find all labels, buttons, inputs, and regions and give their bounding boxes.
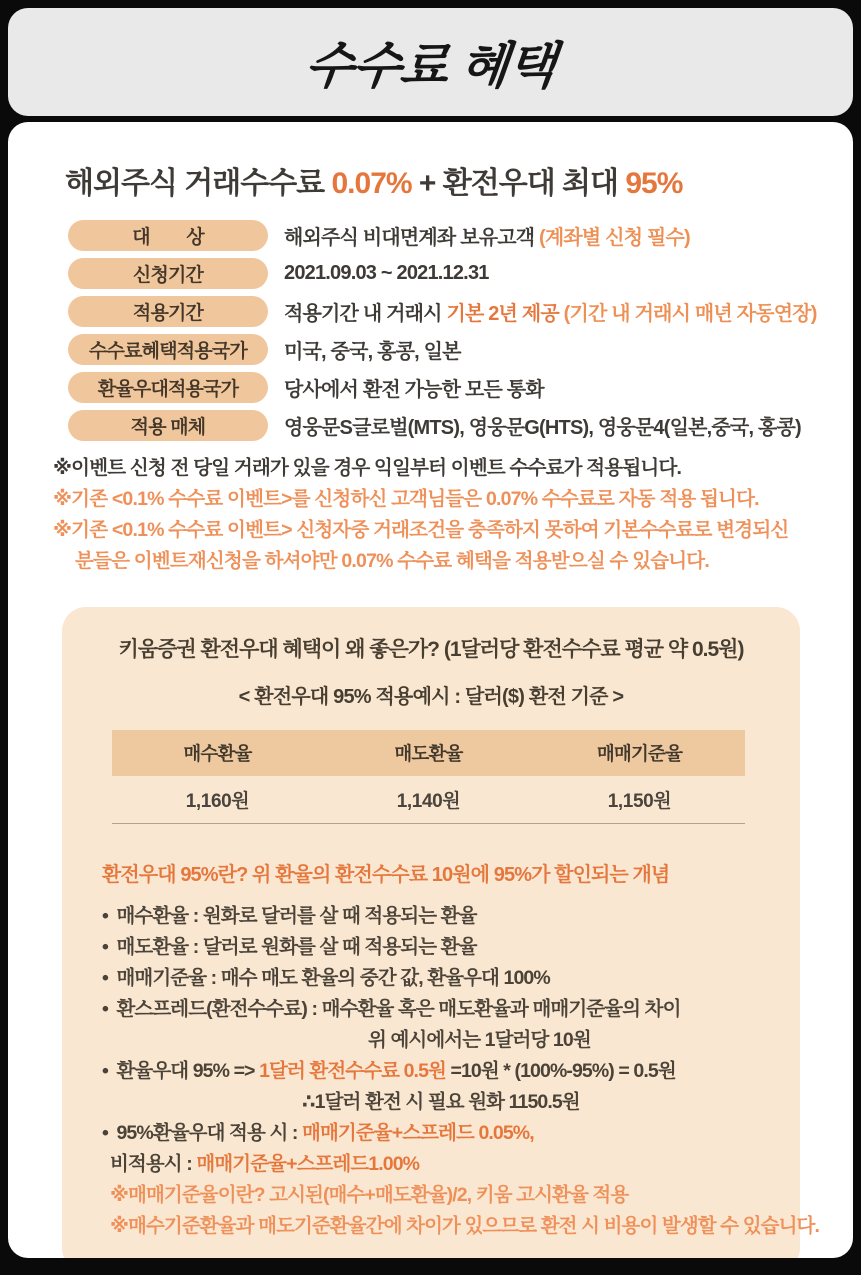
text-segment: 매매기준율+스프레드 0.05%,	[302, 1122, 534, 1144]
info-row	[68, 296, 817, 327]
text-segment: 위 예시에서는 1달러당 10원	[368, 1029, 591, 1051]
table-value-cell: 1,140원	[396, 791, 461, 812]
text-segment: ※매매기준율이란? 고시된(매수+매도환율)/2, 키움 고시환율 적용	[110, 1184, 629, 1206]
exchange-rate-table-header	[112, 730, 745, 776]
bullet-line	[102, 1025, 760, 1056]
text-segment: 95%	[625, 167, 683, 200]
text-segment: 매매기준율 : 매수 매도 환율의 중간 값, 환율우대 100%	[116, 967, 550, 989]
text-segment: 영웅문S글로벌(MTS), 영웅문G(HTS), 영웅문4(일본,중국, 홍콩)	[284, 417, 801, 439]
bullet-line	[102, 1087, 760, 1118]
page-header	[8, 8, 853, 116]
text-segment: 환전우대 최대	[442, 167, 626, 200]
text-segment: 적용기간 내 거래시	[284, 303, 447, 325]
table-header-cell: 매도환율	[394, 743, 463, 764]
exchange-rate-table	[112, 730, 745, 824]
content-card	[8, 122, 853, 1258]
benefit-box-heading: 환전우대 95%란? 위 환율의 환전수수료 10원에 95%가 할인되는 개념	[102, 864, 670, 886]
bullet-line	[102, 932, 760, 963]
bullet-dot: •	[102, 905, 113, 927]
text-segment: 비적용시 :	[110, 1153, 197, 1175]
text-segment: 매매기준율+스프레드1.00%	[196, 1153, 420, 1175]
text-segment: +	[411, 167, 443, 200]
info-row-content	[284, 297, 817, 326]
text-segment: (기간 내 거래시 매년 자동연장)	[563, 303, 817, 325]
note-line	[53, 515, 808, 546]
text-segment: 해외주식 거래수수료	[65, 167, 332, 200]
bullet-line	[102, 1056, 760, 1087]
bullet-dot: •	[102, 1060, 113, 1082]
exchange-rate-table-values	[112, 776, 745, 824]
info-row	[68, 410, 808, 441]
bullet-dot: •	[102, 967, 113, 989]
info-row-content	[284, 221, 690, 250]
table-value-cell: 1,160원	[185, 791, 250, 812]
table-value-cell: 1,150원	[607, 791, 672, 812]
text-segment: 기본 2년 제공	[446, 303, 564, 325]
bullet-dot: •	[102, 1122, 113, 1144]
bullet-line	[102, 994, 760, 1025]
text-segment: ※매수기준환율과 매도기준환율간에 차이가 있으므로 환전 시 비용이 발생할 수 있습니다.	[110, 1215, 819, 1237]
info-row-label-pill: 적용 매체	[68, 410, 268, 441]
info-row-content	[284, 335, 461, 364]
info-row-content	[284, 262, 489, 285]
text-segment: 분들은 이벤트재신청을 하셔야만 0.07% 수수료 혜택을 적용받으실 수 있습니다.	[75, 550, 709, 572]
bullet-line	[102, 1118, 760, 1149]
info-row	[68, 220, 808, 251]
text-segment: 0.07%	[331, 167, 412, 200]
text-segment: ※이벤트 신청 전 당일 거래가 있을 경우 익일부터 이벤트 수수료가 적용됩니다.	[53, 457, 682, 479]
notes-section	[53, 453, 808, 577]
info-row-content	[284, 411, 801, 440]
info-row-label-pill: 적용기간	[68, 296, 268, 327]
bullet-dot: •	[102, 998, 113, 1020]
info-row	[68, 258, 808, 289]
bullet-line	[102, 963, 760, 994]
text-segment: 당사에서 환전 가능한 모든 통화	[284, 379, 544, 401]
bullet-line	[102, 901, 760, 932]
main-title	[65, 166, 808, 202]
note-line	[53, 484, 808, 515]
benefit-box	[62, 607, 819, 1258]
text-segment: 95%환율우대 적용 시 :	[116, 1122, 303, 1144]
text-segment: (계좌별 신청 필수)	[539, 227, 690, 249]
info-row-content	[284, 373, 544, 402]
text-segment: ∴1달러 환전 시 필요 원화 1150.5원	[302, 1091, 580, 1113]
text-segment: 매도환율 : 달러로 원화를 살 때 적용되는 환율	[116, 936, 477, 958]
benefit-box-subtitle: < 환전우대 95% 적용예시 : 달러($) 환전 기준 >	[238, 686, 624, 708]
bullet-dot: •	[102, 936, 113, 958]
text-segment: 2021.09.03 ~ 2021.12.31	[284, 262, 489, 284]
bullet-line	[102, 1149, 760, 1180]
note-line	[53, 453, 808, 484]
text-segment: =10원 * (100%-95%) = 0.5원	[445, 1060, 676, 1082]
info-row	[68, 334, 808, 365]
bullet-line	[102, 1180, 760, 1211]
info-row-label-pill: 수수료혜택적용국가	[68, 334, 268, 365]
text-segment: 미국, 중국, 홍콩, 일본	[284, 341, 461, 363]
text-segment: ※기존 <0.1% 수수료 이벤트> 신청자중 거래조건을 충족하지 못하여 기본수수료로 변경되신	[53, 519, 789, 541]
info-row-label-pill: 신청기간	[68, 258, 268, 289]
bullet-line	[102, 1211, 819, 1242]
info-table	[68, 220, 817, 441]
benefit-bullet-list	[102, 901, 819, 1242]
info-row-label-pill: 대 상	[68, 220, 268, 251]
info-row	[68, 372, 808, 403]
text-segment: 환스프레드(환전수수료) : 매수환율 혹은 매도환율과 매매기준율의 차이	[116, 998, 681, 1020]
benefit-box-title: 키움증권 환전우대 혜택이 왜 좋은가? (1달러당 환전수수료 평균 약 0.5원)	[118, 638, 744, 661]
text-segment: ※기존 <0.1% 수수료 이벤트>를 신청하신 고객님들은 0.07% 수수료로 자동 적용 됩니다.	[53, 488, 759, 510]
table-header-cell: 매매기준율	[596, 743, 683, 764]
info-row-label-pill: 환율우대적용국가	[68, 372, 268, 403]
text-segment: 1달러 환전수수료 0.5원	[259, 1060, 446, 1082]
page-title: 수수료 혜택	[302, 38, 558, 94]
text-segment: 해외주식 비대면계좌 보유고객	[284, 227, 540, 249]
table-header-cell: 매수환율	[183, 743, 252, 764]
note-line	[53, 546, 808, 577]
text-segment: 환율우대 95% =>	[116, 1060, 260, 1082]
text-segment: 매수환율 : 원화로 달러를 살 때 적용되는 환율	[116, 905, 477, 927]
